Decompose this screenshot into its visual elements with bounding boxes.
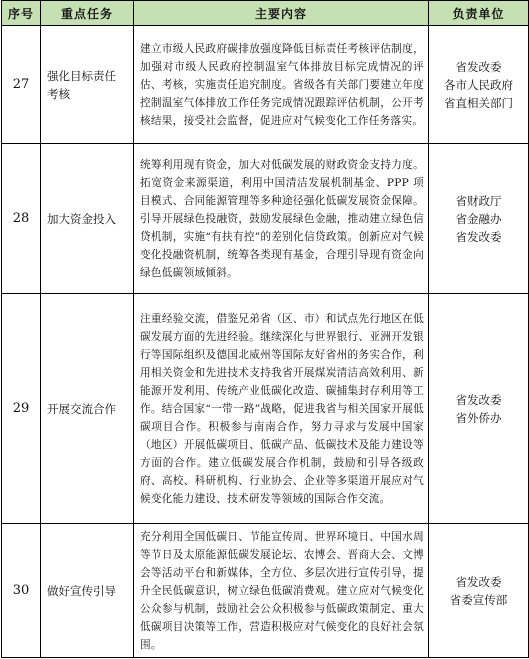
unit-line: 省发改委 [455,229,502,244]
table-header-row [2,1,529,26]
unit-line: 省发改委 [455,574,502,589]
task-table [1,0,529,658]
table-row [2,26,529,144]
unit-line: 各市人民政府 [444,77,513,92]
row-task: 加大资金投入 [41,144,134,294]
row-unit [429,26,529,144]
row-content: 充分利用全国低碳日、节能宣传周、世界环境日、中国水周等节日及太原能源低碳发展论坛、农博会、晋商大会、文博会等活动平台和新媒体，全方位、多层次进行宣传引导，提升全民低碳意识，树立绿色低碳消费观。建立应对气候变化公众参与机制，鼓励社会公众积极参与低碳政策制定、重大低碳项目决策等工作，营造积极应对气候变化的良好社会氛围。 [134,524,429,658]
header-unit: 负责单位 [429,1,529,26]
header-no: 序号 [2,1,41,26]
row-unit [429,524,529,658]
row-unit [429,144,529,294]
row-task: 强化目标责任考核 [41,26,134,144]
table-row [2,524,529,658]
row-number: 27 [2,26,41,144]
table-row [2,294,529,524]
row-number: 28 [2,144,41,294]
row-unit [429,294,529,524]
header-task: 重点任务 [41,1,134,26]
unit-line: 省外侨办 [455,410,502,425]
row-content: 统筹利用现有资金，加大对低碳发展的财政资金支持力度。拓宽资金来源渠道，利用中国清洁发展机制基金、PPP 项目模式、合同能源管理等多种途径强化低碳发展资金保障。引导开展绿色投融资，鼓励发展绿色金融，推动建立绿色信贷机制，实施“有扶有控”的差别化信贷政策。创新应对气候变化投融资机制，统筹各类现有基金，合理引导现有资金向绿色低碳领域倾斜。 [134,144,429,294]
unit-line: 省金融办 [455,211,502,226]
row-number: 30 [2,524,41,658]
unit-line: 省发改委 [455,59,502,74]
row-content: 注重经验交流，借鉴兄弟省（区、市）和试点先行地区在低碳发展方面的先进经验。继续深化与世界银行、亚洲开发银行等国际组织及德国北威州等国际友好省州的务实合作，利用相关资金和先进技术支持我省开展煤炭清洁高效利用、新能源开发利用、传统产业低碳化改造、碳捕集封存利用等工作。结合国家“一带一路”战略，促进我省与相关国家开展低碳项目合作。积极参与南南合作，努力寻求与发展中国家（地区）开展低碳项目、低碳产品、低碳技术及能力建设等方面的合作。建立低碳发展合作机制，鼓励和引导各级政府、高校、科研机构、行业协会、企业等多渠道开展应对气候变化能力建设、技术研发等领域的国际合作交流。 [134,294,429,524]
row-task: 开展交流合作 [41,294,134,524]
unit-line: 省直相关部门 [444,95,513,110]
unit-line: 省发改委 [455,392,502,407]
unit-line: 省财政厅 [455,193,502,208]
row-content: 建立市级人民政府碳排放强度降低目标责任考核评估制度，加强对市级人民政府控制温室气体排放目标完成情况的评估、考核，实施责任追究制度。省级各有关部门要建立年度控制温室气体排放工作任务完成情况跟踪评估机制，公开考核结果，接受社会监督，促进应对气候变化工作任务落实。 [134,26,429,144]
header-content: 主要内容 [134,1,429,26]
row-task: 做好宣传引导 [41,524,134,658]
table-row [2,144,529,294]
unit-line: 省委宣传部 [449,592,508,607]
row-number: 29 [2,294,41,524]
